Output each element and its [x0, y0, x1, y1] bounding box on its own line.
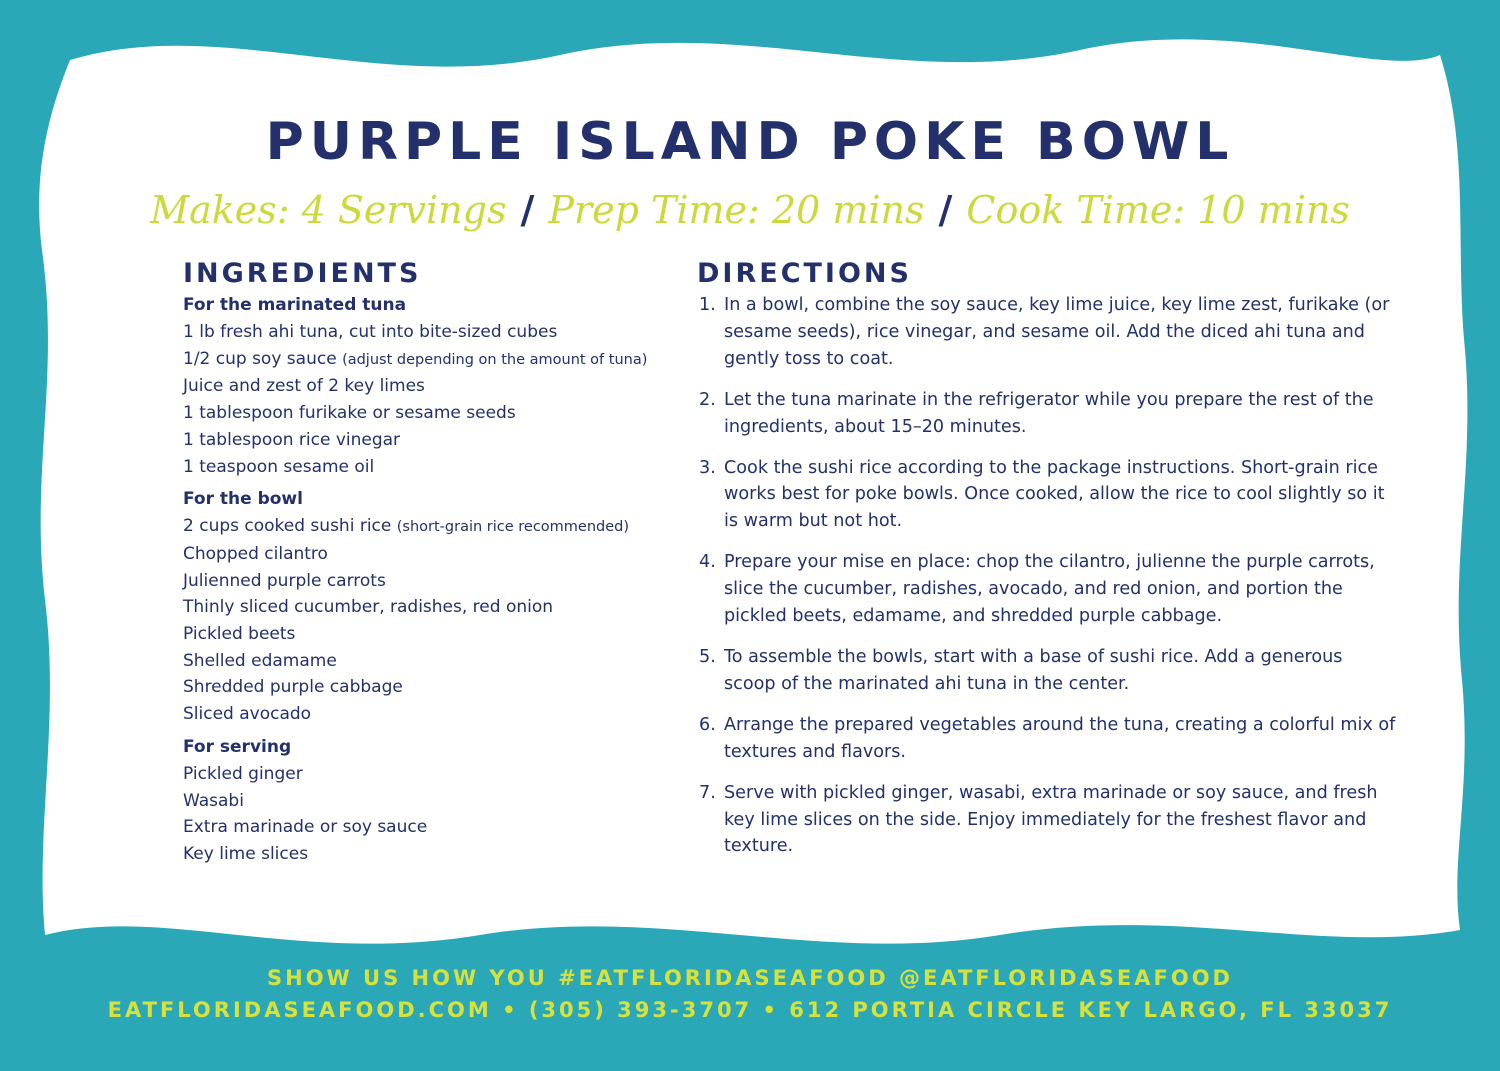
directions-heading: DIRECTIONS — [697, 258, 912, 289]
page-title: PURPLE ISLAND POKE BOWL — [265, 112, 1235, 172]
step-number: 2. — [699, 389, 716, 410]
step-number: 1. — [699, 295, 716, 315]
step-number: 7. — [699, 782, 716, 803]
direction-step — [697, 644, 1397, 698]
cook-time-text: Cook Time: 10 mins — [966, 188, 1350, 232]
step-text: Arrange the prepared vegetables around the tuna, creating a colorful mix of textures and flavors. — [724, 714, 1396, 762]
ingredient-text: Julienned purple carrots — [183, 570, 386, 591]
ingredient-item — [183, 674, 683, 701]
ingredient-item — [183, 761, 683, 788]
step-text: Serve with pickled ginger, wasabi, extra marinade or soy sauce, and fresh key lime slices on the side. Enjoy immediately for the freshest flavor and texture. — [724, 782, 1378, 857]
ingredient-text: Wasabi — [183, 790, 244, 811]
directions-list — [697, 292, 1397, 874]
ingredient-item — [183, 621, 683, 648]
ingredient-text: 1/2 cup soy sauce — [183, 348, 343, 369]
ingredient-list — [183, 319, 683, 480]
footer-contact: EATFLORIDASEAFOOD.COM • (305) 393-3707 • 612 PORTIA CIRCLE KEY LARGO, FL 33037 — [107, 998, 1393, 1022]
ingredient-item — [183, 841, 683, 868]
ingredient-item — [183, 594, 683, 621]
ingredient-item — [183, 648, 683, 675]
ingredient-text: 1 lb fresh ahi tuna, cut into bite-sized cubes — [183, 322, 558, 342]
ingredient-text: 2 cups cooked sushi rice — [183, 516, 397, 537]
ingredient-text: Key lime slices — [183, 843, 309, 864]
ingredient-item — [183, 454, 683, 481]
step-number: 4. — [699, 552, 716, 573]
ingredient-item — [183, 814, 683, 841]
ingredients-heading: INGREDIENTS — [183, 258, 422, 289]
ingredient-item — [183, 568, 683, 595]
ingredient-text: 1 tablespoon furikake or sesame seeds — [183, 403, 516, 424]
ingredient-text: 1 teaspoon sesame oil — [183, 456, 375, 477]
direction-step — [697, 712, 1397, 766]
ingredient-item — [183, 427, 683, 454]
step-number: 5. — [699, 646, 716, 667]
ingredient-group-title: For the bowl — [183, 489, 303, 510]
direction-step — [697, 387, 1397, 441]
ingredient-item — [183, 541, 683, 568]
prep-time-text: Prep Time: 20 mins — [548, 188, 925, 232]
ingredient-item — [183, 701, 683, 728]
ingredient-item — [183, 513, 683, 541]
direction-step — [697, 549, 1397, 630]
direction-step — [697, 292, 1397, 373]
ingredient-text: Shredded purple cabbage — [183, 677, 403, 698]
step-text: Prepare your mise en place: chop the cilantro, julienne the purple carrots, slice the cucumber, radishes, avocado, and red onion, and portion the pickled beets, edamame, and shredded purple cabbage. — [724, 552, 1375, 627]
footer-social: SHOW US HOW YOU #EATFLORIDASEAFOOD @EATFLORIDASEAFOOD — [267, 966, 1233, 990]
step-number: 6. — [699, 714, 716, 735]
ingredient-text: Chopped cilantro — [183, 543, 328, 564]
ingredient-group-title: For the marinated tuna — [183, 295, 407, 315]
ingredients-section — [183, 292, 683, 874]
ingredient-text: Juice and zest of 2 key limes — [183, 376, 425, 397]
ingredient-text: Pickled ginger — [183, 763, 303, 784]
direction-step — [697, 780, 1397, 861]
step-text: In a bowl, combine the soy sauce, key lime juice, key lime zest, furikake (or sesame seeds), rice vinegar, and sesame oil. Add the diced ahi tuna and gently toss to coat. — [724, 295, 1390, 369]
step-number: 3. — [699, 457, 716, 478]
ingredient-group-title: For serving — [183, 736, 292, 757]
step-text: Let the tuna marinate in the refrigerator while you prepare the rest of the ingredients, about 15–20 minutes. — [724, 389, 1374, 437]
ingredient-note: (adjust depending on the amount of tuna) — [342, 351, 648, 368]
ingredient-item — [183, 400, 683, 427]
step-text: To assemble the bowls, start with a base of sushi rice. Add a generous scoop of the marinated ahi tuna in the center. — [724, 646, 1343, 694]
ingredient-text: Thinly sliced cucumber, radishes, red onion — [183, 597, 554, 618]
meta-separator: / — [520, 188, 535, 232]
recipe-meta — [0, 188, 1500, 232]
ingredient-list — [183, 513, 683, 728]
meta-separator: / — [938, 188, 953, 232]
ingredient-item — [183, 319, 683, 346]
servings-text: Makes: 4 Servings — [150, 188, 507, 232]
ingredient-list — [183, 761, 683, 868]
ingredient-text: Sliced avocado — [183, 704, 312, 725]
ingredient-item — [183, 346, 683, 374]
ingredient-item — [183, 788, 683, 815]
ingredient-text: Extra marinade or soy sauce — [183, 817, 428, 838]
direction-step — [697, 455, 1397, 536]
ingredient-text: Shelled edamame — [183, 650, 337, 671]
ingredient-note: (short-grain rice recommended) — [396, 519, 630, 536]
ingredient-item — [183, 373, 683, 400]
step-text: Cook the sushi rice according to the package instructions. Short-grain rice works best for poke bowls. Once cooked, allow the rice to cool slightly so it is warm but not hot. — [724, 457, 1385, 532]
ingredient-text: Pickled beets — [183, 624, 296, 645]
ingredient-text: 1 tablespoon rice vinegar — [183, 429, 401, 450]
